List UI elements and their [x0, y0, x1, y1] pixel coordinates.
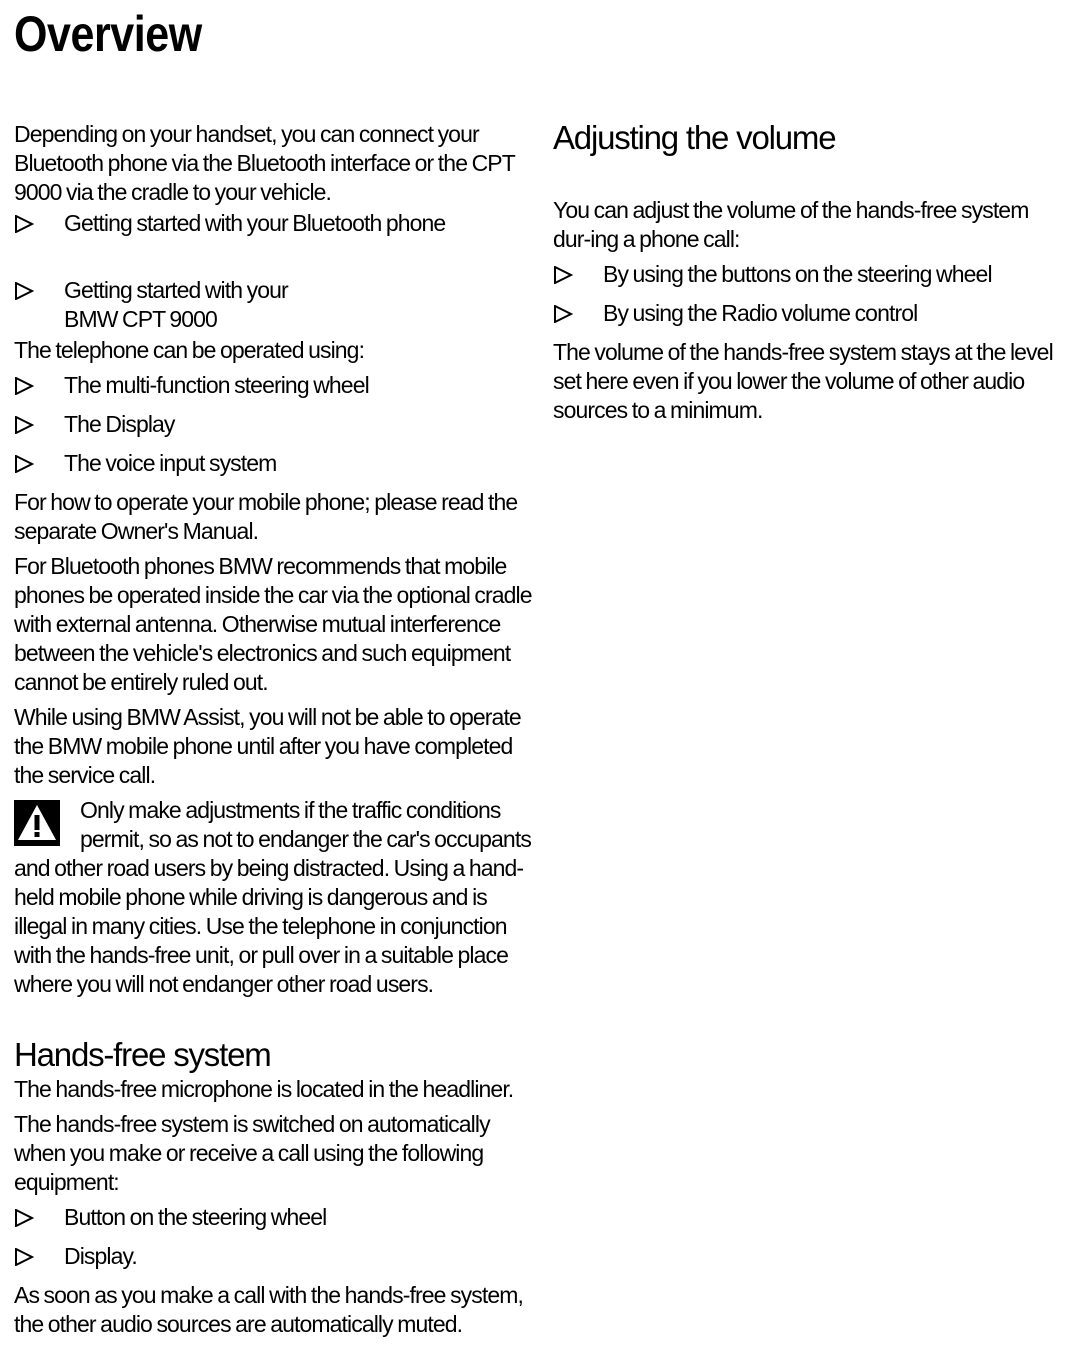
triangle-bullet-icon — [553, 260, 603, 293]
intro-paragraph: Depending on your handset, you can connect your Bluetooth phone via the Bluetooth interface or the CPT 9000 via the cradle to your vehicle. — [14, 121, 515, 205]
bullet-text: By using the buttons on the steering wheel — [603, 261, 992, 287]
warning-first-lines — [14, 796, 534, 854]
bullet-cpt-start — [14, 276, 534, 334]
bmw-assist-paragraph: While using BMW Assist, you will not be able to operate the BMW mobile phone until after you have completed the service call. — [14, 704, 521, 788]
operated-intro: The telephone can be operated using: — [14, 337, 365, 363]
triangle-bullet-icon — [14, 209, 64, 242]
warning-block — [14, 796, 534, 999]
cradle-paragraph: For Bluetooth phones BMW recommends that mobile phones be operated inside the car via the optional cradle with external antenna. Otherwise mutual interference between the vehicle's electronics and such equipment cannot be entirely ruled out. — [14, 553, 532, 695]
bullet-text-line: Getting started with your — [64, 277, 288, 303]
bullet-text — [64, 276, 534, 334]
volume-level-note: The volume of the hands-free system stays at the level set here even if you lower the volume of other audio sources to a minimum. — [553, 339, 1053, 423]
bullet-text-line: BMW CPT 9000 — [64, 306, 217, 332]
handsfree-heading: Hands-free system — [14, 1036, 271, 1073]
triangle-bullet-icon — [14, 449, 64, 482]
bullet-steering-wheel — [14, 371, 534, 404]
muted-paragraph: As soon as you make a call with the hands-free system, the other audio sources are automatically muted. — [14, 1282, 523, 1337]
bullet-volume-buttons — [553, 260, 1063, 293]
volume-intro: You can adjust the volume of the hands-free system dur-ing a phone call: — [553, 197, 1029, 252]
right-column — [553, 118, 1063, 431]
bullet-text: Display. — [64, 1243, 137, 1269]
auto-on-paragraph: The hands-free system is switched on automatically when you make or receive a call using the following equipment: — [14, 1111, 490, 1195]
bullet-text: The multi-function steering wheel — [64, 372, 369, 398]
warning-line: permit, so as not to endanger the car's occupants — [80, 826, 531, 852]
warning-line: Only make adjustments if the traffic conditions — [80, 797, 501, 823]
owners-manual-paragraph: For how to operate your mobile phone; please read the separate Owner's Manual. — [14, 489, 518, 544]
bullet-text: Button on the steering wheel — [64, 1204, 327, 1230]
triangle-bullet-icon — [553, 299, 603, 332]
bullet-display-handsfree — [14, 1242, 534, 1275]
triangle-bullet-icon — [14, 1242, 64, 1275]
triangle-bullet-icon — [14, 1203, 64, 1236]
warning-rest: and other road users by being distracted. Using a hand-held mobile phone while driving is dangerous and is illegal in many cities. Use the telephone in conjunction with the hands-free unit, or pull over in a suitable place where you will not endanger other road users. — [14, 855, 524, 997]
bullet-text: By using the Radio volume control — [603, 300, 918, 326]
bullet-display — [14, 410, 534, 443]
bullet-text: The voice input system — [64, 450, 277, 476]
microphone-paragraph: The hands-free microphone is located in the headliner. — [14, 1076, 514, 1102]
bullet-radio-volume — [553, 299, 1063, 332]
bullet-text: The Display — [64, 411, 175, 437]
page-title: Overview — [14, 6, 202, 62]
bullet-bluetooth-start — [14, 209, 534, 242]
left-column — [14, 120, 534, 1345]
bullet-text: Getting started with your Bluetooth phone — [64, 210, 446, 236]
volume-heading: Adjusting the volume — [553, 119, 836, 156]
triangle-bullet-icon — [14, 276, 64, 334]
bullet-steering-button — [14, 1203, 534, 1236]
bullet-voice-input — [14, 449, 534, 482]
triangle-bullet-icon — [14, 410, 64, 443]
warning-triangle-icon — [14, 800, 60, 846]
triangle-bullet-icon — [14, 371, 64, 404]
